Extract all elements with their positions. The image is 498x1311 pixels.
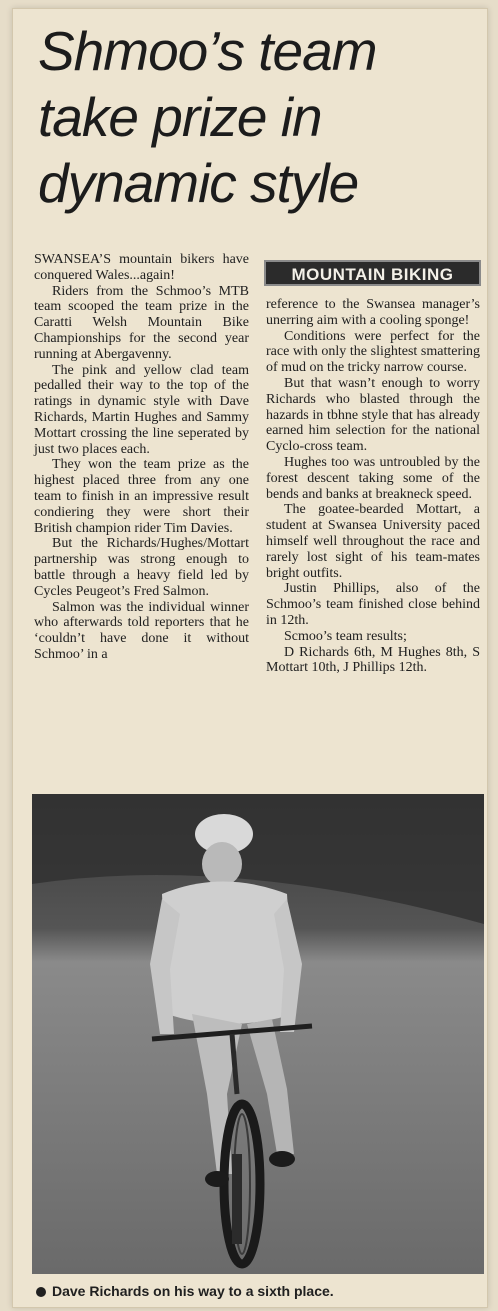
- headline-line: Shmoo’s team: [38, 20, 377, 82]
- headline: [38, 18, 478, 216]
- paragraph: They won the team prize as the highest placed three from any one team to finish in an impressive result condiering they were short their British champion rider Tim Davies.: [34, 457, 249, 536]
- paragraph: D Richards 6th, M Hughes 8th, S Mottart 10th, J Phillips 12th.: [266, 644, 480, 676]
- paragraph: The goatee-bearded Mottart, a student at Swansea University paced himself well throughout the race and rarely lost sight of his team-mates bright outfits.: [266, 502, 480, 581]
- paragraph: Conditions were perfect for the race with only the slightest smattering of mud on the tricky narrow course.: [266, 328, 480, 376]
- paragraph: The pink and yellow clad team pedalled their way to the top of the ratings in dynamic style with Dave Richards, Martin Hughes and Sammy Mottart crossing the line seperated by just two places each.: [34, 362, 249, 457]
- paragraph: Salmon was the individual winner who afterwards told reporters that he ‘couldn’t have done it without Schmoo’ in a: [34, 599, 249, 662]
- section-badge: MOUNTAIN BIKING: [264, 260, 481, 286]
- paragraph: SWANSEA’S mountain bikers have conquered Wales...again!: [34, 252, 249, 283]
- paragraph: Hughes too was untroubled by the forest descent taking some of the bends and banks at breakneck speed.: [266, 454, 480, 502]
- cyclist-photo: [32, 794, 484, 1274]
- paragraph: But the Richards/Hughes/Mottart partnership was strong enough to battle through a heavy field led by Cycles Peugeot’s Fred Salmon.: [34, 536, 249, 599]
- paragraph: Riders from the Schmoo’s MTB team scooped the team prize in the Caratti Welsh Mountain Bike Championships for the second year running at Abergavenny.: [34, 283, 249, 362]
- paragraph: But that wasn’t enough to worry Richards who blasted through the hazards in tbhne style that has already earned him selection for the national Cyclo-cross team.: [266, 375, 480, 455]
- paragraph: Justin Phillips, also of the Schmoo’s team finished close behind in 12th.: [266, 581, 480, 628]
- bullet-dot-icon: [36, 1287, 46, 1297]
- paragraph: reference to the Swansea manager’s unerring aim with a cooling sponge!: [266, 297, 480, 328]
- headline-line: dynamic style: [38, 152, 359, 214]
- cyclist-illustration: [32, 794, 484, 1274]
- headline-line: take prize in: [38, 86, 322, 148]
- caption-text: Dave Richards on his way to a sixth place.: [52, 1283, 334, 1299]
- paragraph: Scmoo’s team results;: [284, 628, 407, 644]
- photo-caption: [32, 1279, 484, 1303]
- article-column-1: [34, 252, 249, 663]
- newspaper-clipping: [12, 8, 488, 1308]
- article-column-2: [266, 297, 480, 676]
